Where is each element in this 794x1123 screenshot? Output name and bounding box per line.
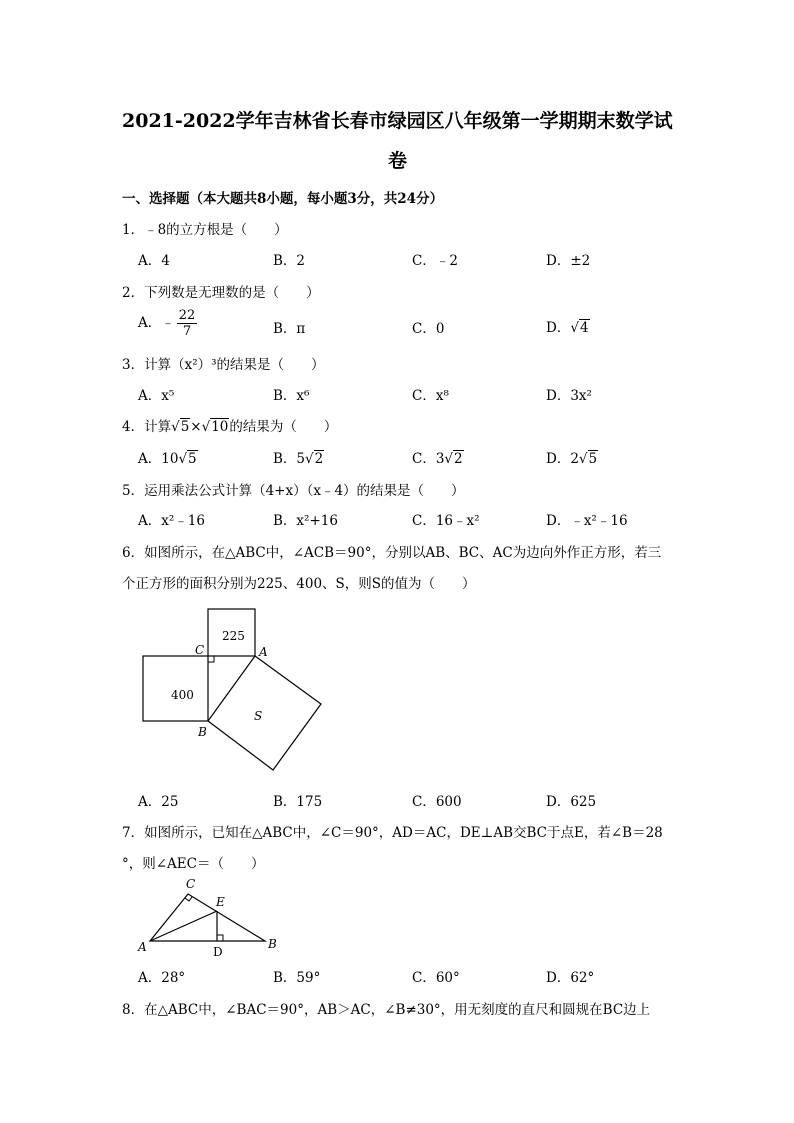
question-6-stem-line1: 6．如图所示，在△ABC中，∠ACB＝90°，分别以AB、BC、AC为边向外作正方形，若三 bbox=[122, 545, 662, 561]
question-2-option-a: A．﹣ $\frac{22}{7}$ bbox=[138, 308, 196, 339]
label-c: C bbox=[186, 877, 196, 891]
question-3-option-c: C．x⁸ bbox=[412, 388, 449, 404]
question-6-option-a: A．25 bbox=[138, 794, 179, 810]
question-4-option-a: A．10√5 bbox=[138, 451, 197, 467]
question-6-stem-line2: 个正方形的面积分别为225、400、S，则S的值为（ ） bbox=[122, 576, 476, 592]
question-7-option-c: C．60° bbox=[412, 970, 460, 986]
label-s: S bbox=[254, 709, 263, 723]
question-6-option-d: D．625 bbox=[546, 794, 597, 810]
question-7-figure bbox=[130, 872, 290, 960]
question-6-figure bbox=[130, 600, 340, 780]
question-5-option-c: C．16﹣x² bbox=[412, 513, 480, 529]
question-5-option-d: D．﹣x²﹣16 bbox=[546, 513, 628, 529]
question-7-option-d: D．62° bbox=[546, 970, 595, 986]
question-3-stem: 3．计算（x²）³的结果是（ ） bbox=[122, 357, 325, 373]
question-1-option-c: C．﹣2 bbox=[412, 253, 458, 269]
question-7-option-a: A．28° bbox=[138, 970, 186, 986]
page-title-line1: 2021-2022学年吉林省长春市绿园区八年级第一学期期末数学试 bbox=[122, 110, 673, 132]
fraction: $\frac{22}{7}$ bbox=[178, 308, 196, 339]
question-2-option-c: C．0 bbox=[412, 321, 445, 337]
right-angle-mark-d bbox=[217, 935, 223, 941]
question-4-option-b: B．5√2 bbox=[273, 451, 324, 467]
question-2-option-b: B．π bbox=[273, 321, 306, 337]
label-e: E bbox=[216, 895, 225, 909]
question-2-option-d: D．√4 bbox=[546, 320, 589, 336]
question-7-stem-line1: 7．如图所示，已知在△ABC中，∠C＝90°，AD＝AC，DE⊥AB交BC于点E，若∠B＝28 bbox=[122, 825, 663, 841]
question-6-option-b: B．175 bbox=[273, 794, 323, 810]
section-header: 一、选择题（本大题共8小题，每小题3分，共24分） bbox=[122, 191, 444, 207]
question-3-option-d: D．3x² bbox=[546, 388, 592, 404]
question-3-option-a: A．x⁵ bbox=[138, 388, 175, 404]
question-4-option-c: C．3√2 bbox=[412, 451, 463, 467]
right-angle-mark bbox=[208, 656, 214, 662]
question-7-stem-line2: °，则∠AEC＝（ ） bbox=[122, 856, 265, 872]
question-1-stem: 1．﹣8的立方根是（ ） bbox=[122, 222, 288, 238]
triangle-abc bbox=[150, 894, 265, 941]
right-angle-mark-c bbox=[185, 897, 192, 901]
segment-ae bbox=[150, 911, 217, 941]
label-a: A bbox=[138, 940, 147, 954]
square-s bbox=[208, 656, 321, 770]
question-1-option-d: D．±2 bbox=[546, 253, 591, 269]
question-1-option-a: A．4 bbox=[138, 253, 170, 269]
question-5-option-b: B．x²+16 bbox=[273, 513, 338, 529]
label-d: D bbox=[213, 945, 223, 959]
question-3-option-b: B．x⁶ bbox=[273, 388, 310, 404]
question-4-stem: 4．计算√5×√10的结果为（ ） bbox=[122, 419, 338, 435]
label-c: C bbox=[195, 643, 205, 657]
label-b: B bbox=[268, 937, 277, 951]
question-6-option-c: C．600 bbox=[412, 794, 462, 810]
question-4-option-d: D．2√5 bbox=[546, 451, 598, 467]
label-225: 225 bbox=[222, 629, 245, 643]
question-7-option-b: B．59° bbox=[273, 970, 321, 986]
question-5-stem: 5．运用乘法公式计算（4+x）（x﹣4）的结果是（ ） bbox=[122, 483, 465, 499]
page-title-line2: 卷 bbox=[388, 150, 408, 172]
sqrt-symbol: √4 bbox=[570, 320, 589, 336]
label-a: A bbox=[259, 645, 268, 659]
question-2-stem: 2．下列数是无理数的是（ ） bbox=[122, 285, 320, 301]
label-b: B bbox=[198, 725, 207, 739]
question-1-option-b: B．2 bbox=[273, 253, 306, 269]
question-8-stem-line1: 8．在△ABC中，∠BAC＝90°，AB＞AC，∠B≠30°，用无刻度的直尺和圆规在BC边上 bbox=[122, 1002, 651, 1018]
label-400: 400 bbox=[171, 688, 194, 702]
question-5-option-a: A．x²﹣16 bbox=[138, 513, 205, 529]
